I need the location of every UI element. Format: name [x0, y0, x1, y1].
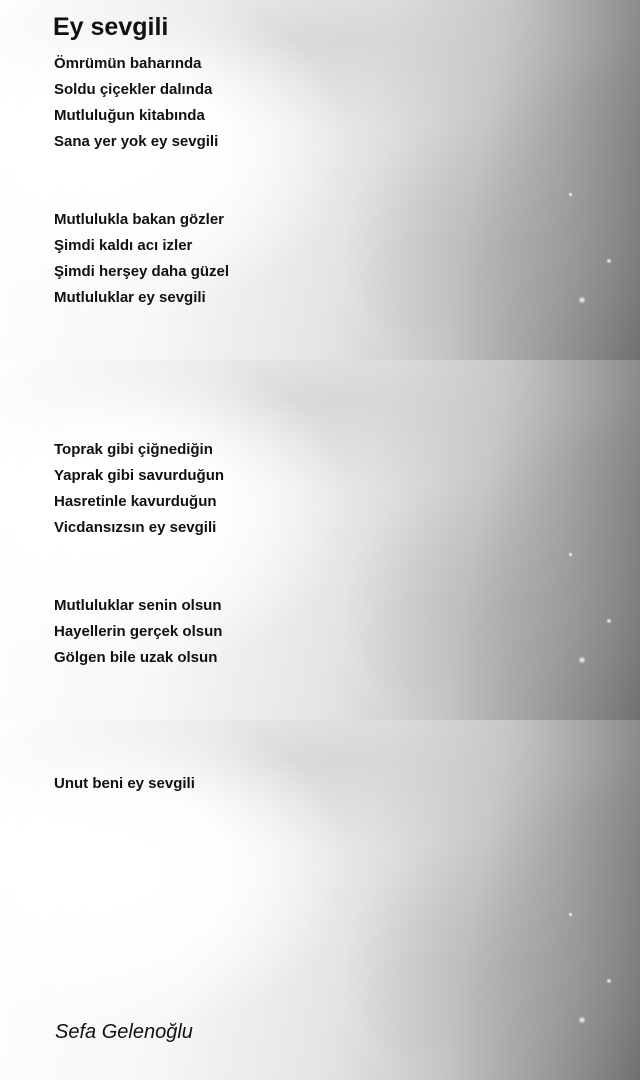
author-name: Sefa Gelenoğlu	[55, 1021, 193, 1043]
sparkle-decoration	[606, 258, 612, 264]
poem-title: Ey sevgili	[53, 13, 169, 41]
poem-line: Gölgen bile uzak olsun	[54, 649, 218, 666]
sparkle-decoration	[578, 1016, 586, 1024]
poem-card-2	[0, 360, 640, 720]
poem-line: Şimdi herşey daha güzel	[54, 263, 230, 280]
poem-card-3	[0, 720, 640, 1080]
poem-line: Toprak gibi çiğnediğin	[54, 441, 213, 458]
stanza-1	[54, 51, 218, 155]
sparkle-decoration	[568, 912, 573, 917]
poem-line: Mutluluklar senin olsun	[54, 597, 222, 614]
poem-line: Şimdi kaldı acı izler	[54, 237, 193, 254]
stanza-2	[54, 207, 229, 311]
poem-card-1	[0, 0, 640, 360]
poem-line: Hasretinle kavurduğun	[54, 493, 217, 510]
sparkle-decoration	[568, 552, 573, 557]
poem-line: Unut beni ey sevgili	[54, 775, 195, 792]
sparkle-decoration	[568, 192, 573, 197]
stanza-5	[54, 771, 195, 797]
sparkle-decoration	[578, 656, 586, 664]
sparkle-decoration	[606, 978, 612, 984]
poem-line: Soldu çiçekler dalında	[54, 81, 213, 98]
stanza-4	[54, 593, 222, 671]
poem-line: Sana yer yok ey sevgili	[54, 133, 219, 150]
sparkle-decoration	[606, 618, 612, 624]
poem-line: Ömrümün baharında	[54, 55, 202, 72]
poem-line: Mutluluğun kitabında	[54, 107, 205, 124]
sparkle-decoration	[578, 296, 586, 304]
poem-line: Yaprak gibi savurduğun	[54, 467, 225, 484]
poem-line: Mutluluklar ey sevgili	[54, 289, 206, 306]
poem-line: Hayellerin gerçek olsun	[54, 623, 223, 640]
stanza-3	[54, 437, 224, 541]
poem-line: Mutlulukla bakan gözler	[54, 211, 225, 228]
poem-line: Vicdansızsın ey sevgili	[54, 519, 217, 536]
